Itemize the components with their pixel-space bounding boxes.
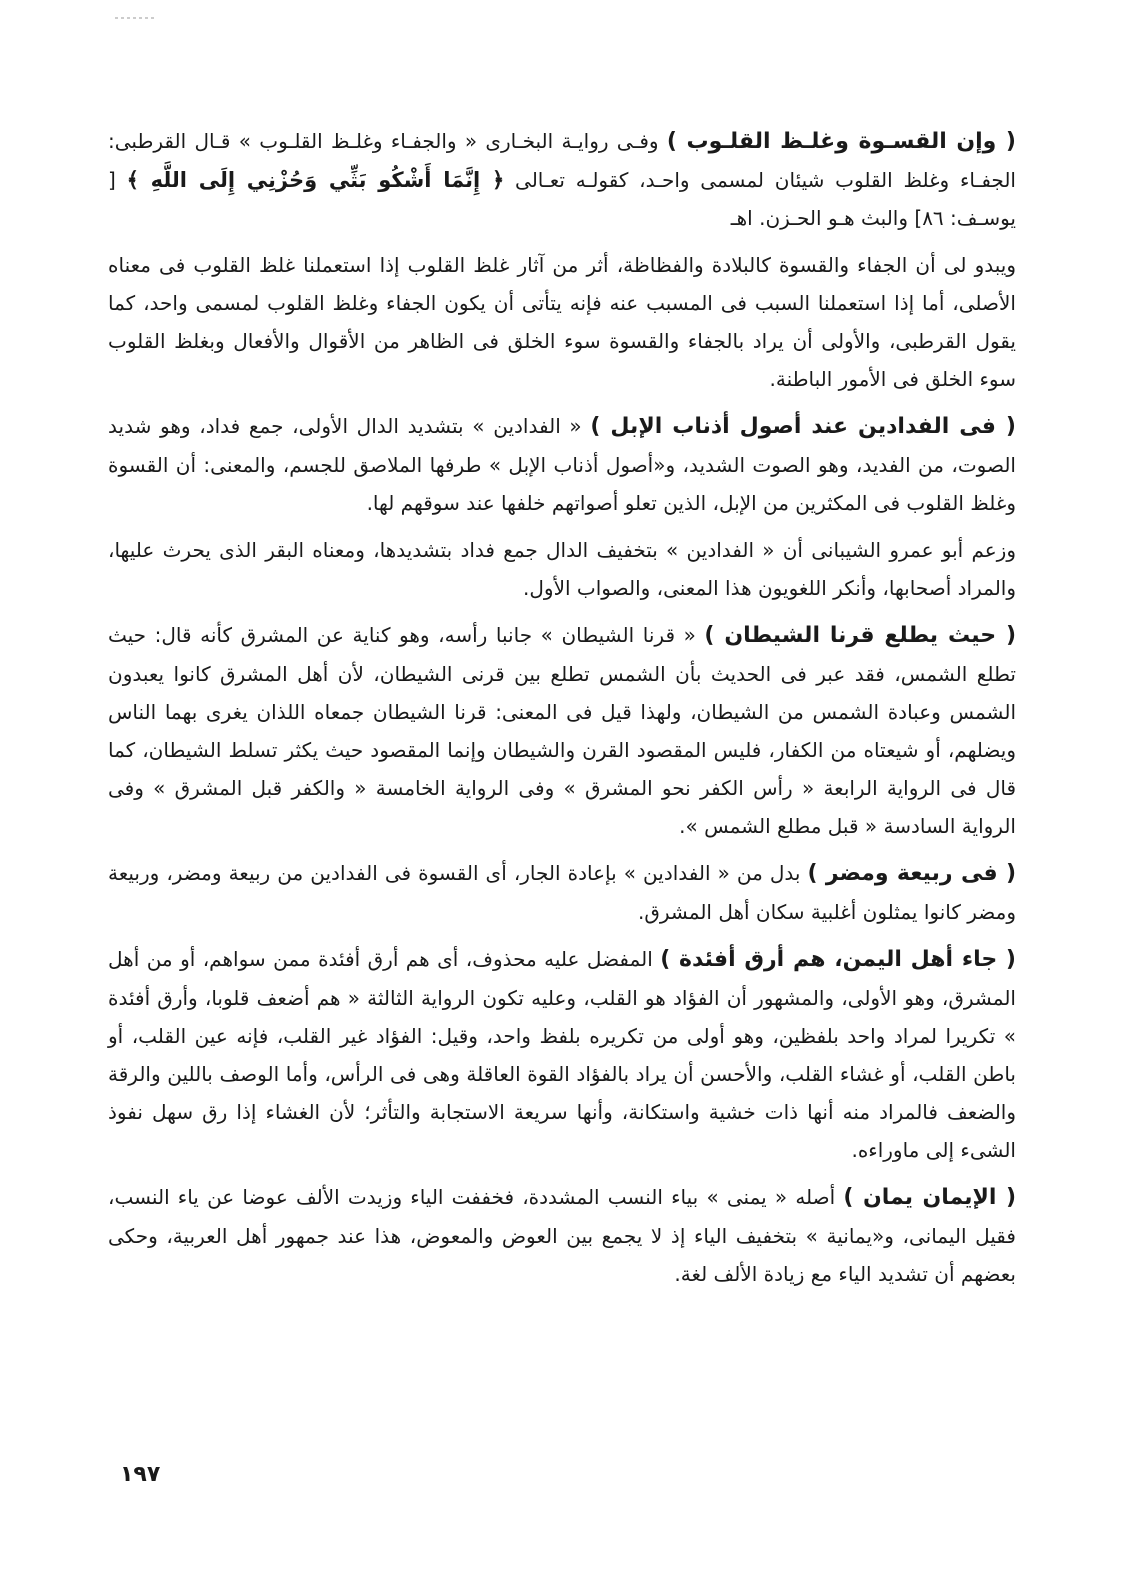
paragraph-heading: ( جاء أهل اليمن، هم أرق أفئدة ) [660,947,1016,972]
paragraph-1 [108,122,1016,237]
paragraph-text: « الفدادين » بتشديد الدال الأولى، جمع فداد، وهو شديد الصوت، من الفديد، وهو الصوت الشديد، و«أصول أذناب الإبل » طرفها الملاصق للجسم، والمعنى: أن القسوة وغلظ القلوب فى المكثرين من الإبل، الذين تعلو أصواتهم خلفها عند سوقهم لها. [108,414,1016,515]
body-text [108,122,1016,1302]
paragraph-3 [108,407,1016,522]
quran-verse: ﴿ إِنَّمَا أَشْكُو بَثِّي وَحُزْنِي إِلَى اللَّهِ ﴾ [126,168,505,192]
paragraph-text: ويبدو لى أن الجفاء والقسوة كالبلادة والفظاظة، أثر من آثار غلظ القلوب إذا استعملنا غلظ القلوب فى معناه الأصلى، أما إذا استعملنا السبب فى المسبب عنه فإنه يتأتى أن يكون الجفاء وغلظ القلوب لمسمى واحد، كما يقول القرطبى، والأولى أن يراد بالجفاء والقسوة سوء الخلق فى الظاهر من الأقوال والأفعال وبغلظ القلوب سوء الخلق فى الأمور الباطنة. [108,253,1016,391]
paragraph-2 [108,246,1016,398]
scan-corner-mark [115,14,157,22]
paragraph-text: وزعم أبو عمرو الشيبانى أن « الفدادين » بتخفيف الدال جمع فداد بتشديدها، ومعناه البقر الذى يحرث عليها، والمراد أصحابها، وأنكر اللغويون هذا المعنى، والصواب الأول. [108,538,1016,600]
paragraph-4 [108,531,1016,607]
paragraph-text: « قرنا الشيطان » جانبا رأسه، وهو كناية عن المشرق كأنه قال: حيث تطلع الشمس، فقد عبر فى الحديث بأن الشمس تطلع بين قرنى الشيطان، لأن أهل المشرق كانوا يعبدون الشمس وعبادة الشمس من الشيطان، ولهذا قيل فى المعنى: قرنا الشيطان جمعاه اللذان يغرى بهما الناس ويضلهم، أو شيعتاه من الكفار، فليس المقصود القرن والشيطان وإنما المقصود حيث يكثر تسلط الشيطان، كما قال فى الرواية الرابعة « رأس الكفر نحو المشرق » وفى الرواية الخامسة « والكفر قبل المشرق » وفى الرواية السادسة « قبل مطلع الشمس ». [108,623,1016,838]
paragraph-5 [108,616,1016,845]
paragraph-heading: ( فى الفدادين عند أصول أذناب الإبل ) [590,414,1016,439]
paragraph-text: وفـى روايـة البخـارى « والجفـاء وغلـظ القلـوب » قـال القرطبى: الجفـاء وغلظ القلوب شيئان لمسمى واحـد، كقولـه تعـالى [108,129,1016,192]
paragraph-heading: ( وإن القسـوة وغلـظ القلـوب ) [666,129,1016,154]
paragraph-text: المفضل عليه محذوف، أى هم أرق أفئدة ممن سواهم، أو من أهل المشرق، وهو الأولى، والمشهور أن الفؤاد هو القلب، وعليه تكون الرواية الثالثة « هم أضعف قلوبا، وأرق أفئدة » تكريرا لمراد واحد بلفظين، وهو أولى من تكريره بلفظ واحد، وقيل: الفؤاد غير القلب، فإنه عين القلب، أو باطن القلب، أو غشاء القلب، والأحسن أن يراد بالفؤاد القوة العاقلة وهى فى الرأس، وأما الوصف باللين والرقة والضعف فالمراد منه أنها ذات خشية واستكانة، وأنها سريعة الاستجابة والتأثر؛ لأن الغشاء إذا رق سهل نفوذ الشىء إلى ماوراءه. [108,947,1016,1162]
paragraph-heading: ( الإيمان يمان ) [843,1185,1016,1210]
paragraph-heading: ( فى ربيعة ومضر ) [807,861,1017,886]
paragraph-text: أصله « يمنى » بياء النسب المشددة، فخففت الياء وزيدت الألف عوضا عن ياء النسب، فقيل اليمانى، و«يمانية » بتخفيف الياء إذ لا يجمع بين العوض والمعوض، هذا عند جمهور أهل العربية، وحكى بعضهم أن تشديد الياء مع زيادة الألف لغة. [108,1185,1016,1286]
paragraph-text: بدل من « الفدادين » بإعادة الجار، أى القسوة فى الفدادين من ربيعة ومضر، وربيعة ومضر كانوا يمثلون أغلبية سكان أهل المشرق. [108,861,1016,924]
paragraph-8 [108,1178,1016,1293]
page-number: ١٩٧ [120,1462,161,1487]
paragraph-7 [108,940,1016,1169]
paragraph-6 [108,854,1016,931]
paragraph-heading: ( حيث يطلع قرنا الشيطان ) [704,623,1017,648]
paragraph-text: [ يوسـف: ٨٦] والبث هـو الحـزن. اهـ [108,168,1016,230]
